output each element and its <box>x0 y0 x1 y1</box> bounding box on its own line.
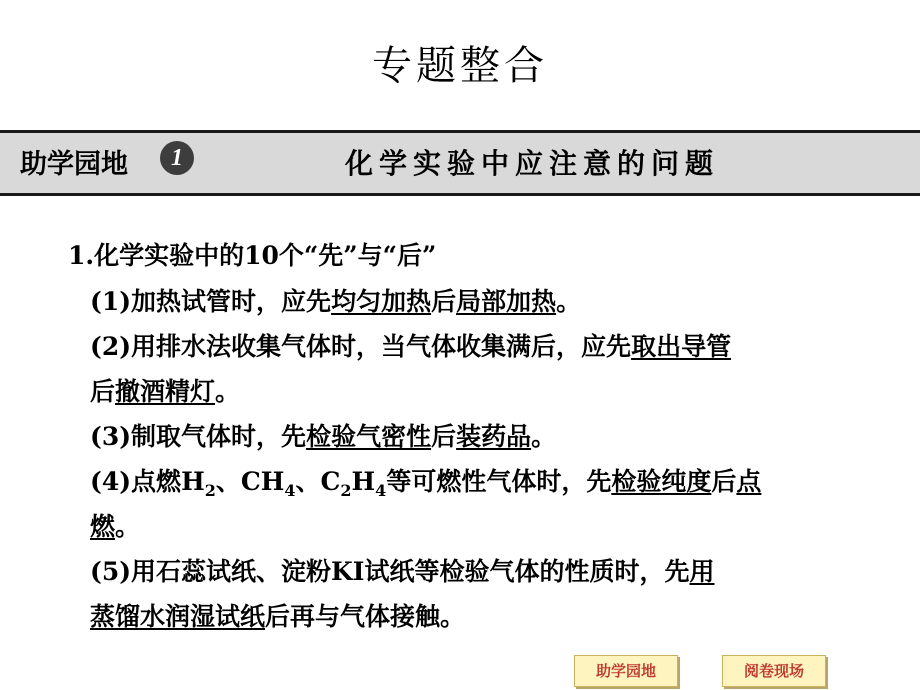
list-item-2: (2)用排水法收集气体时，当气体收集满后，应先取出导管 <box>90 332 732 361</box>
list-item-2-cont: 后撤酒精灯。 <box>90 377 241 406</box>
list-item-4-cont: 燃。 <box>90 512 141 541</box>
list-item-5: (5)用石蕊试纸、淀粉KI试纸等检验气体的性质时，先用 <box>90 557 715 586</box>
list-item-5-cont: 蒸馏水润湿试纸后再与气体接触。 <box>90 602 466 631</box>
exam-review-button[interactable]: 阅卷现场 <box>722 655 826 687</box>
section-heading: 1.化学实验中的10个“先”与“后” <box>68 241 437 270</box>
section-number-badge: 1 <box>160 141 194 175</box>
help-garden-button[interactable]: 助学园地 <box>574 655 678 687</box>
banner-label: 助学园地 <box>20 149 128 180</box>
list-item-4: (4)点燃$H_2$、$CH_4$、$C_2H_4$等可燃性气体时，先检验纯度后点 <box>90 467 762 500</box>
list-item-1: (1)加热试管时，应先均匀加热后局部加热。 <box>90 287 582 316</box>
list-item-3: (3)制取气体时，先检验气密性后装药品。 <box>90 422 557 451</box>
banner-topic: 化学实验中应注意的问题 <box>345 147 720 180</box>
page-title: 专题整合 <box>372 43 548 89</box>
